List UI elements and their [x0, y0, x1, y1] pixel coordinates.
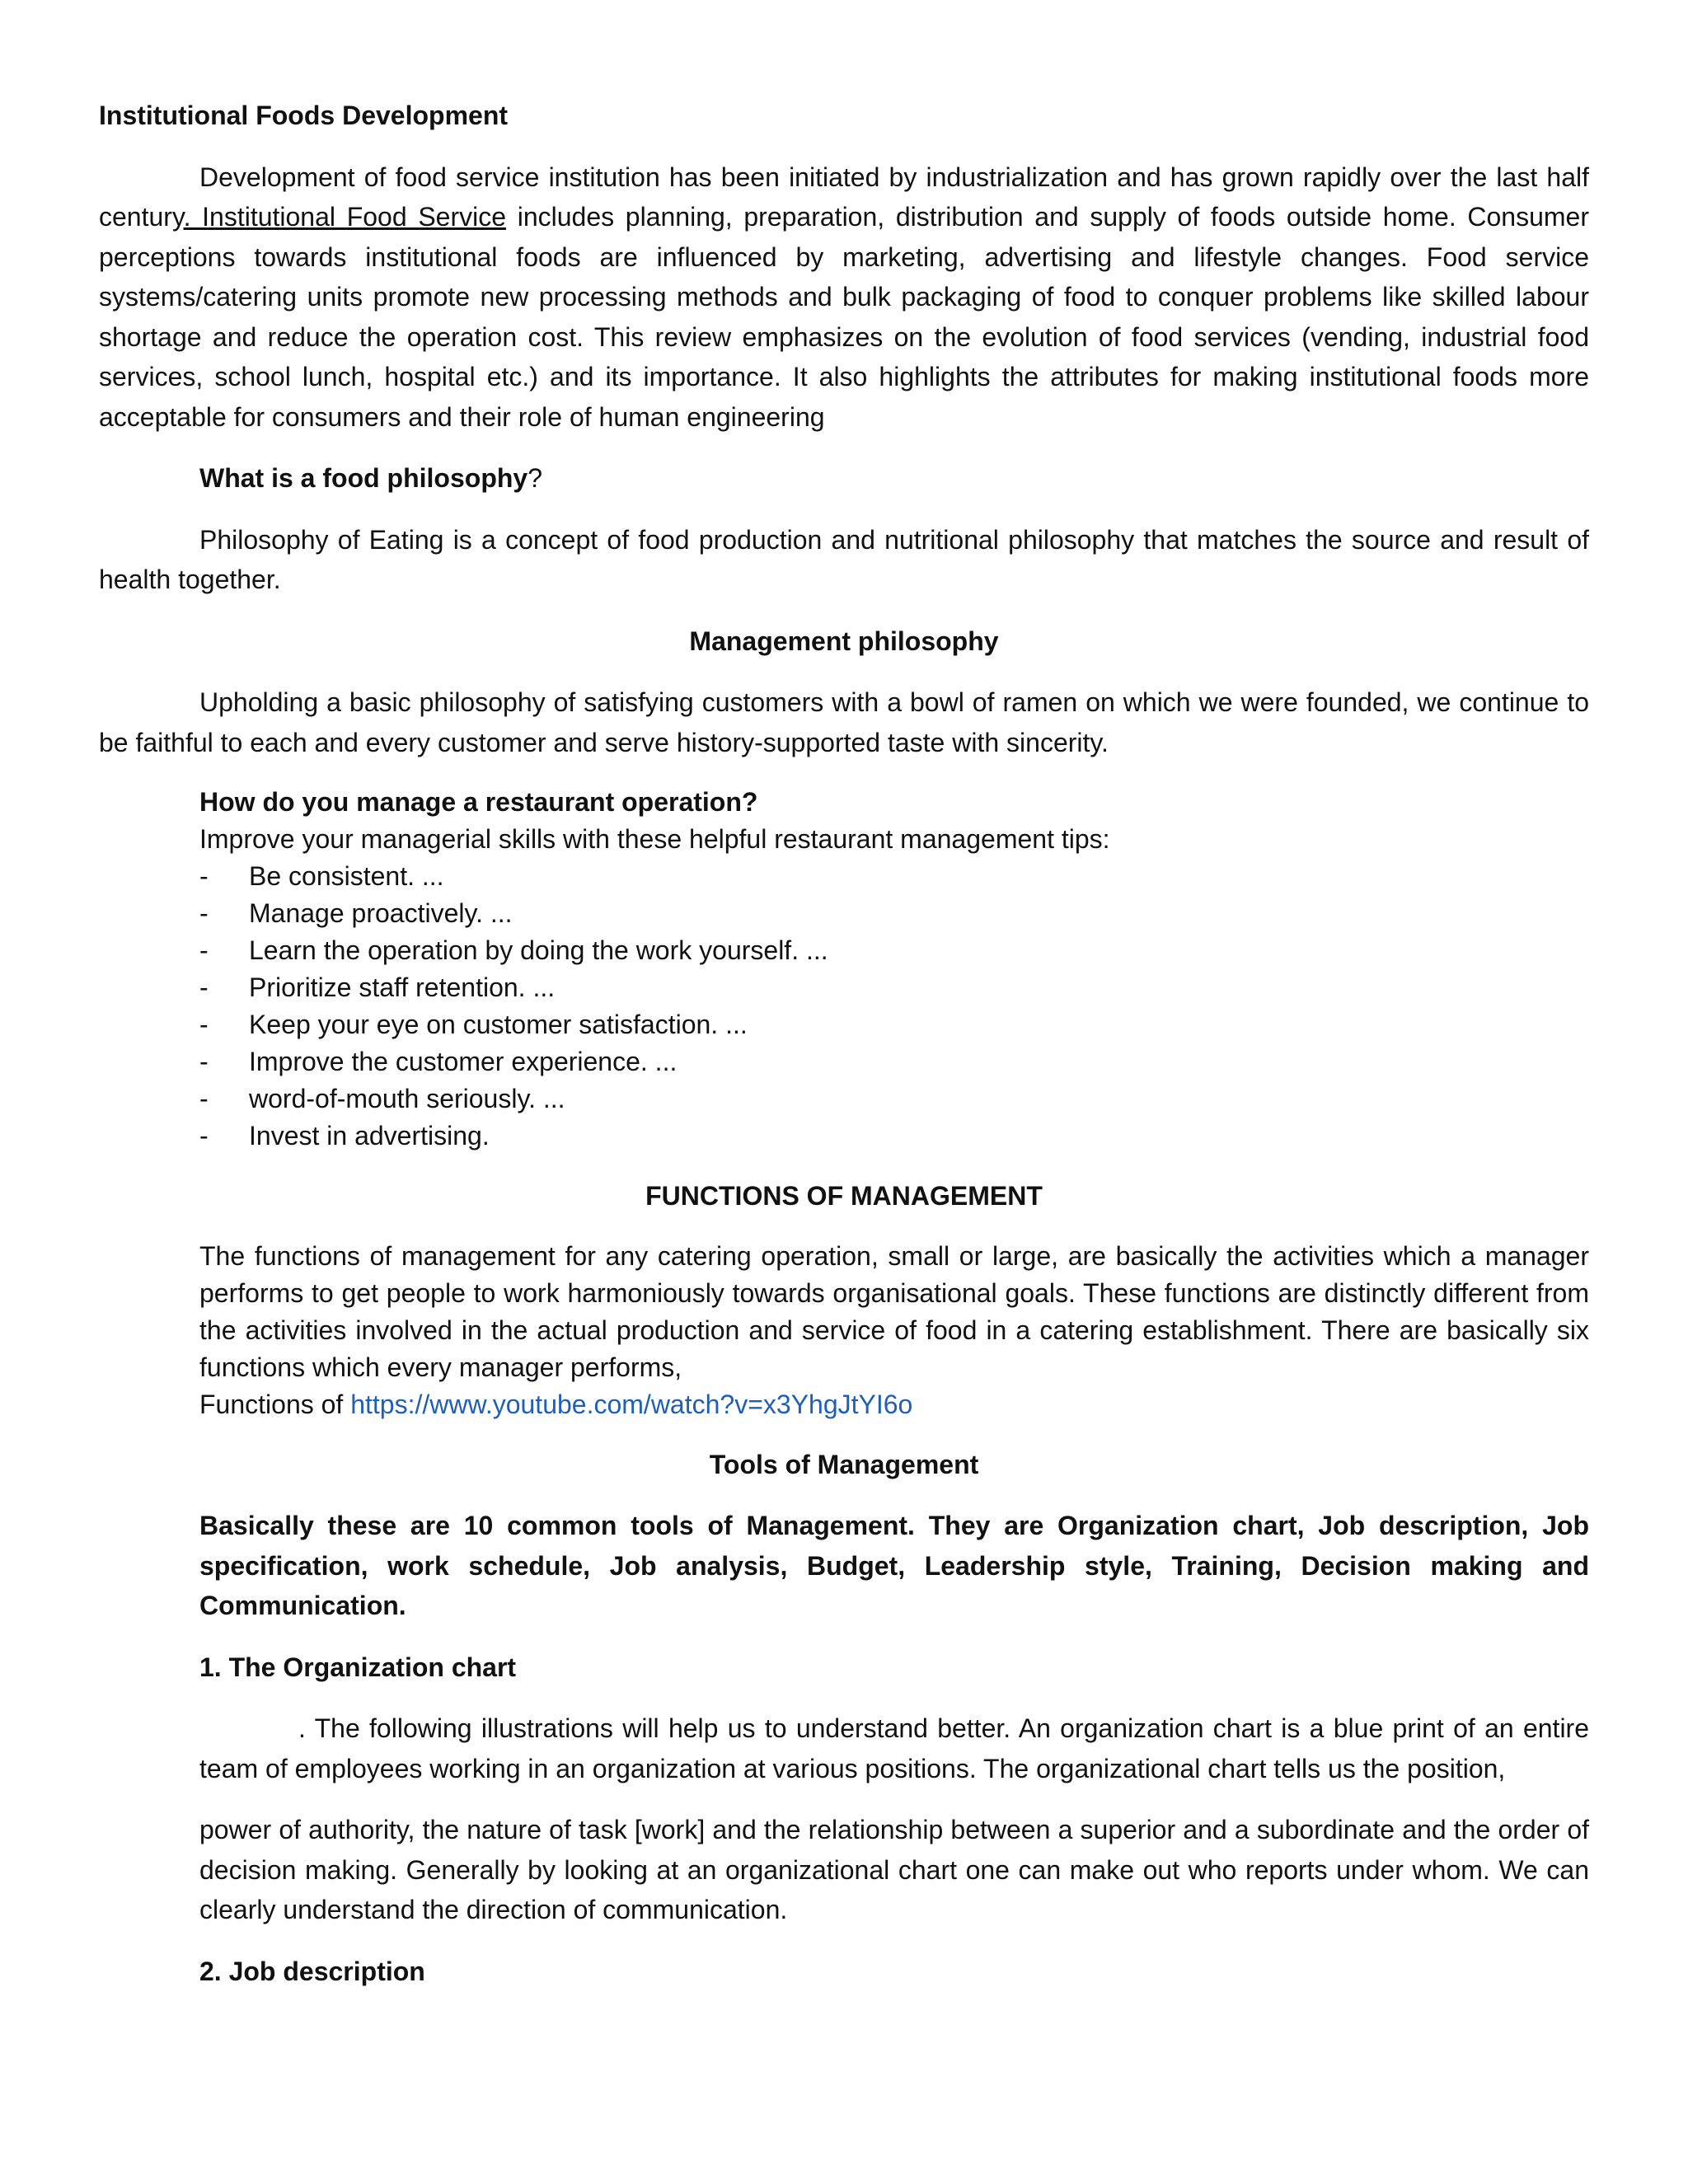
food-philosophy-heading	[99, 458, 1589, 499]
document-title: Institutional Foods Development	[99, 101, 509, 130]
list-item	[199, 1006, 1589, 1043]
tools-section	[99, 1506, 1589, 1991]
bullet-dash: -	[199, 972, 209, 1002]
institutional-food-service-term: . Institutional Food Service	[183, 202, 507, 232]
bullet-dash: -	[199, 1010, 209, 1039]
list-item	[199, 969, 1589, 1006]
tools-heading: Tools of Management	[709, 1449, 979, 1479]
tip-text: Learn the operation by doing the work yourself. ...	[249, 935, 828, 965]
restaurant-tips-list	[199, 858, 1589, 1155]
tip-text: Keep your eye on customer satisfaction. ...	[249, 1010, 748, 1039]
tip-text: word-of-mouth seriously. ...	[249, 1084, 565, 1113]
restaurant-lead: Improve your managerial skills with these helpful restaurant management tips:	[199, 824, 1110, 854]
functions-link-prefix: Functions of	[199, 1389, 351, 1419]
org-chart-paragraph-2: power of authority, the nature of task [work] and the relationship between a superior and a subordinate and the order of decision making. Generally by looking at an organizational chart one can make out who reports under whom. We can clearly understand the direction of communication.	[199, 1815, 1589, 1924]
functions-body: The functions of management for any catering operation, small or large, are basically the activities which a manager performs to get people to work harmoniously towards organisational goals. These functions are distinctly different from the activities involved in the actual production and service of food in a catering establishment. There are basically six functions which every manager performs,	[199, 1240, 1589, 1382]
bullet-dash: -	[199, 898, 209, 928]
youtube-link[interactable]: https://www.youtube.com/watch?v=x3YhgJtYI6o	[350, 1389, 913, 1419]
bullet-dash: -	[199, 1121, 209, 1151]
functions-link-line	[199, 1386, 1589, 1423]
org-chart-paragraph-1: . The following illustrations will help us to understand better. An organization chart is a blue print of an entire team of employees working in an organization at various positions. The organizational chart tells us the position,	[199, 1713, 1589, 1783]
list-item	[199, 895, 1589, 932]
tools-summary: Basically these are 10 common tools of Management. They are Organization chart, Job description, Job specification, work schedule, Job analysis, Budget, Leadership style, Training, Decision making and Communication.	[199, 1511, 1589, 1620]
management-philosophy-heading: Management philosophy	[689, 626, 999, 656]
functions-section	[99, 1238, 1589, 1423]
food-philosophy-body: Philosophy of Eating is a concept of food production and nutritional philosophy that matches the source and result of health together.	[99, 524, 1589, 594]
intro-text-part2: includes planning, preparation, distribution and supply of foods outside home. Consumer perceptions towards institutional foods are influenced by marketing, advertising and lifestyle changes. Food service systems/catering units promote new processing methods and bulk packaging of food to conquer problems like skilled labour shortage and reduce the operation cost. This review emphasizes on the evolution of food services (vending, industrial food services, school lunch, hospital etc.) and its importance. It also highlights the attributes for making institutional foods more acceptable for consumers and their role of human engineering	[99, 202, 1590, 432]
bullet-dash: -	[199, 861, 209, 891]
list-item	[199, 1118, 1589, 1155]
management-philosophy-body: Upholding a basic philosophy of satisfying customers with a bowl of ramen on which we were founded, we continue to be faithful to each and every customer and serve history-supported taste with sincerity.	[99, 687, 1589, 757]
bullet-dash: -	[199, 1084, 209, 1113]
tip-text: Be consistent. ...	[249, 861, 444, 891]
job-description-heading: 2. Job description	[199, 1956, 425, 1986]
food-philosophy-heading-mark: ?	[528, 463, 542, 493]
tip-text: Prioritize staff retention. ...	[249, 972, 556, 1002]
org-chart-heading: 1. The Organization chart	[199, 1652, 517, 1682]
restaurant-section	[99, 784, 1589, 1155]
bullet-dash: -	[199, 935, 209, 965]
list-item	[199, 1080, 1589, 1118]
list-item	[199, 858, 1589, 895]
food-philosophy-heading-bold: What is a food philosophy	[199, 463, 528, 493]
tip-text: Manage proactively. ...	[249, 898, 513, 928]
restaurant-heading: How do you manage a restaurant operation?	[199, 787, 758, 817]
document-page	[99, 96, 1589, 1991]
intro-text-part1: Development of food service institution has been initiated by industrialization and has grown rapidly over the last half century	[99, 162, 1589, 232]
bullet-dash: -	[199, 1047, 209, 1076]
tip-text: Invest in advertising.	[249, 1121, 490, 1151]
list-item	[199, 932, 1589, 969]
tip-text: Improve the customer experience. ...	[249, 1047, 678, 1076]
functions-heading: FUNCTIONS OF MANAGEMENT	[645, 1181, 1043, 1211]
intro-paragraph	[99, 157, 1589, 438]
list-item	[199, 1043, 1589, 1080]
